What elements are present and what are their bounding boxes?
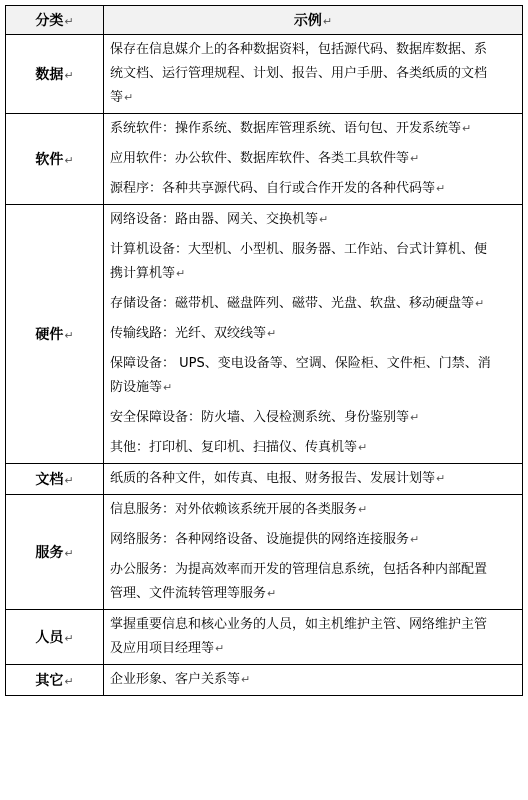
example-line: 保存在信息媒介上的各种数据资料，包括源代码、数据库数据、系 xyxy=(110,42,488,57)
example-line: 保障设备： UPS、变电设备等、空调、保险柜、文件柜、门禁、消 xyxy=(110,356,491,371)
header-example: 示例↵ xyxy=(104,6,523,35)
example-cell xyxy=(104,610,523,665)
table-row xyxy=(6,464,523,495)
example-line: 源程序：各种共享源代码、自行或合作开发的各种代码等↵ xyxy=(110,181,446,196)
table-row xyxy=(6,610,523,665)
example-line: 防设施等↵ xyxy=(110,380,173,395)
example-line: 网络服务：各种网络设备、设施提供的网络连接服务↵ xyxy=(110,532,420,547)
category-cell: 其它↵ xyxy=(6,665,104,696)
header-category: 分类↵ xyxy=(6,6,104,35)
example-line: 办公服务：为提高效率而开发的管理信息系统，包括各种内部配置 xyxy=(110,562,488,577)
table-row xyxy=(6,665,523,696)
example-cell xyxy=(104,35,523,114)
example-line: 携计算机等↵ xyxy=(110,266,186,281)
example-line: 其他：打印机、复印机、扫描仪、传真机等↵ xyxy=(110,440,368,455)
category-cell: 硬件↵ xyxy=(6,205,104,464)
example-line: 存储设备：磁带机、磁盘阵列、磁带、光盘、软盘、移动硬盘等↵ xyxy=(110,296,485,311)
asset-classification-table xyxy=(5,5,523,696)
example-cell xyxy=(104,495,523,610)
example-line: 纸质的各种文件，如传真、电报、财务报告、发展计划等↵ xyxy=(110,471,446,486)
category-cell: 数据↵ xyxy=(6,35,104,114)
example-line: 掌握重要信息和核心业务的人员，如主机维护主管、网络维护主管 xyxy=(110,617,488,632)
example-line: 统文档、运行管理规程、计划、报告、用户手册、各类纸质的文档 xyxy=(110,66,488,81)
table-row xyxy=(6,114,523,205)
example-line: 及应用项目经理等↵ xyxy=(110,641,225,656)
table-row xyxy=(6,205,523,464)
example-line: 计算机设备：大型机、小型机、服务器、工作站、台式计算机、便 xyxy=(110,242,488,257)
table-row xyxy=(6,35,523,114)
example-line: 安全保障设备：防火墙、入侵检测系统、身份鉴别等↵ xyxy=(110,410,420,425)
example-line: 应用软件：办公软件、数据库软件、各类工具软件等↵ xyxy=(110,151,420,166)
example-cell xyxy=(104,665,523,696)
category-cell: 人员↵ xyxy=(6,610,104,665)
category-cell: 文档↵ xyxy=(6,464,104,495)
example-line: 信息服务：对外依赖该系统开展的各类服务↵ xyxy=(110,502,368,517)
example-line: 系统软件：操作系统、数据库管理系统、语句包、开发系统等↵ xyxy=(110,121,472,136)
example-cell xyxy=(104,205,523,464)
example-cell xyxy=(104,464,523,495)
example-line: 传输线路：光纤、双绞线等↵ xyxy=(110,326,277,341)
table-header-row xyxy=(6,6,523,35)
category-cell: 服务↵ xyxy=(6,495,104,610)
category-cell: 软件↵ xyxy=(6,114,104,205)
example-line: 管理、文件流转管理等服务↵ xyxy=(110,586,277,601)
example-line: 企业形象、客户关系等↵ xyxy=(110,672,251,687)
example-cell xyxy=(104,114,523,205)
example-line: 网络设备：路由器、网关、交换机等↵ xyxy=(110,212,329,227)
table-row xyxy=(6,495,523,610)
example-line: 等↵ xyxy=(110,90,134,105)
